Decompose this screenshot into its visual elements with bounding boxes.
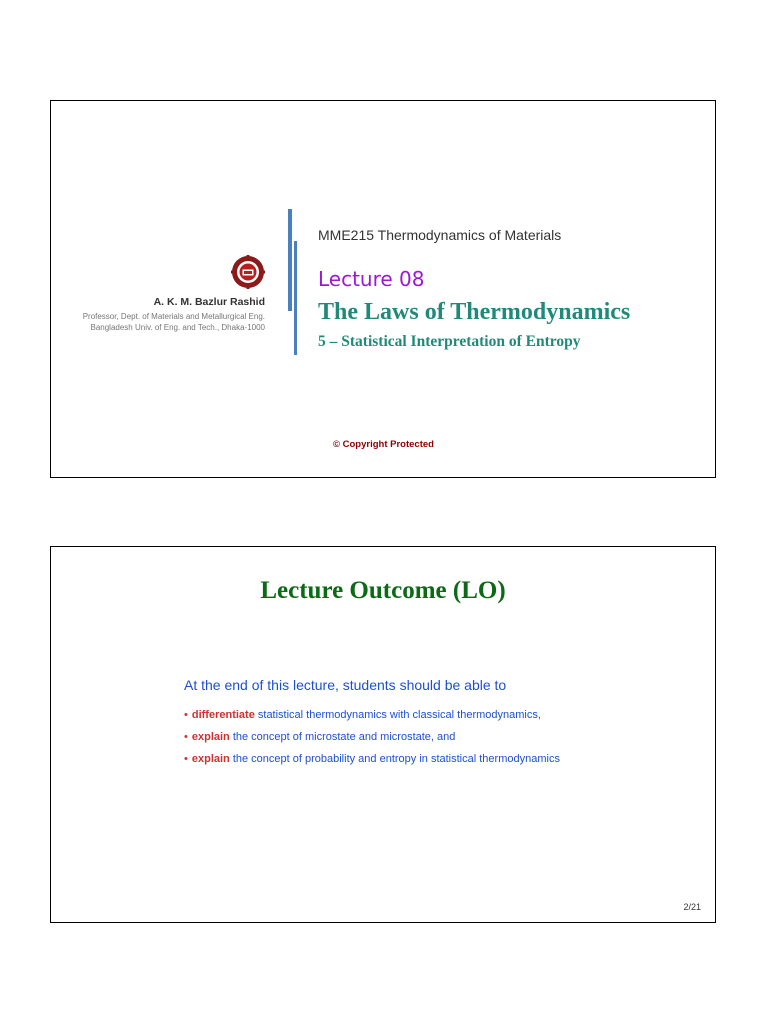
list-item <box>184 709 560 731</box>
lecture-subtitle: 5 – Statistical Interpretation of Entropy <box>318 333 581 350</box>
bullet-icon: • <box>184 731 188 743</box>
outcome-text: the concept of probability and entropy in statistical thermodynamics <box>229 753 560 765</box>
course-name: MME215 Thermodynamics of Materials <box>318 227 562 243</box>
outcome-verb: explain <box>191 731 230 743</box>
author-position: Professor, Dept. of Materials and Metallurgical Eng. <box>82 312 265 321</box>
outcome-verb: explain <box>191 753 230 765</box>
intro-text: At the end of this lecture, students should be able to <box>184 677 507 693</box>
accent-bar <box>288 209 292 311</box>
outcome-text: statistical thermodynamics with classical thermodynamics, <box>254 709 541 721</box>
list-item <box>184 753 560 775</box>
outcome-list <box>184 709 560 775</box>
bullet-icon: • <box>184 709 188 721</box>
page-number: 2/21 <box>683 902 701 912</box>
outcome-slide <box>50 546 716 923</box>
lecture-title: The Laws of Thermodynamics <box>318 299 631 325</box>
slide-title: Lecture Outcome (LO) <box>260 577 506 604</box>
title-slide <box>50 100 716 478</box>
accent-bar <box>294 241 297 355</box>
copyright-notice: © Copyright Protected <box>333 439 434 450</box>
outcome-verb: differentiate <box>191 709 255 721</box>
lecture-number: Lecture 08 <box>318 267 425 291</box>
list-item <box>184 731 560 753</box>
author-name: A. K. M. Bazlur Rashid <box>153 296 265 308</box>
university-seal-icon <box>231 255 265 289</box>
author-affiliation: Bangladesh Univ. of Eng. and Tech., Dhaka-1000 <box>90 323 265 332</box>
bullet-icon: • <box>184 753 188 765</box>
outcome-text: the concept of microstate and microstate, and <box>229 731 456 743</box>
